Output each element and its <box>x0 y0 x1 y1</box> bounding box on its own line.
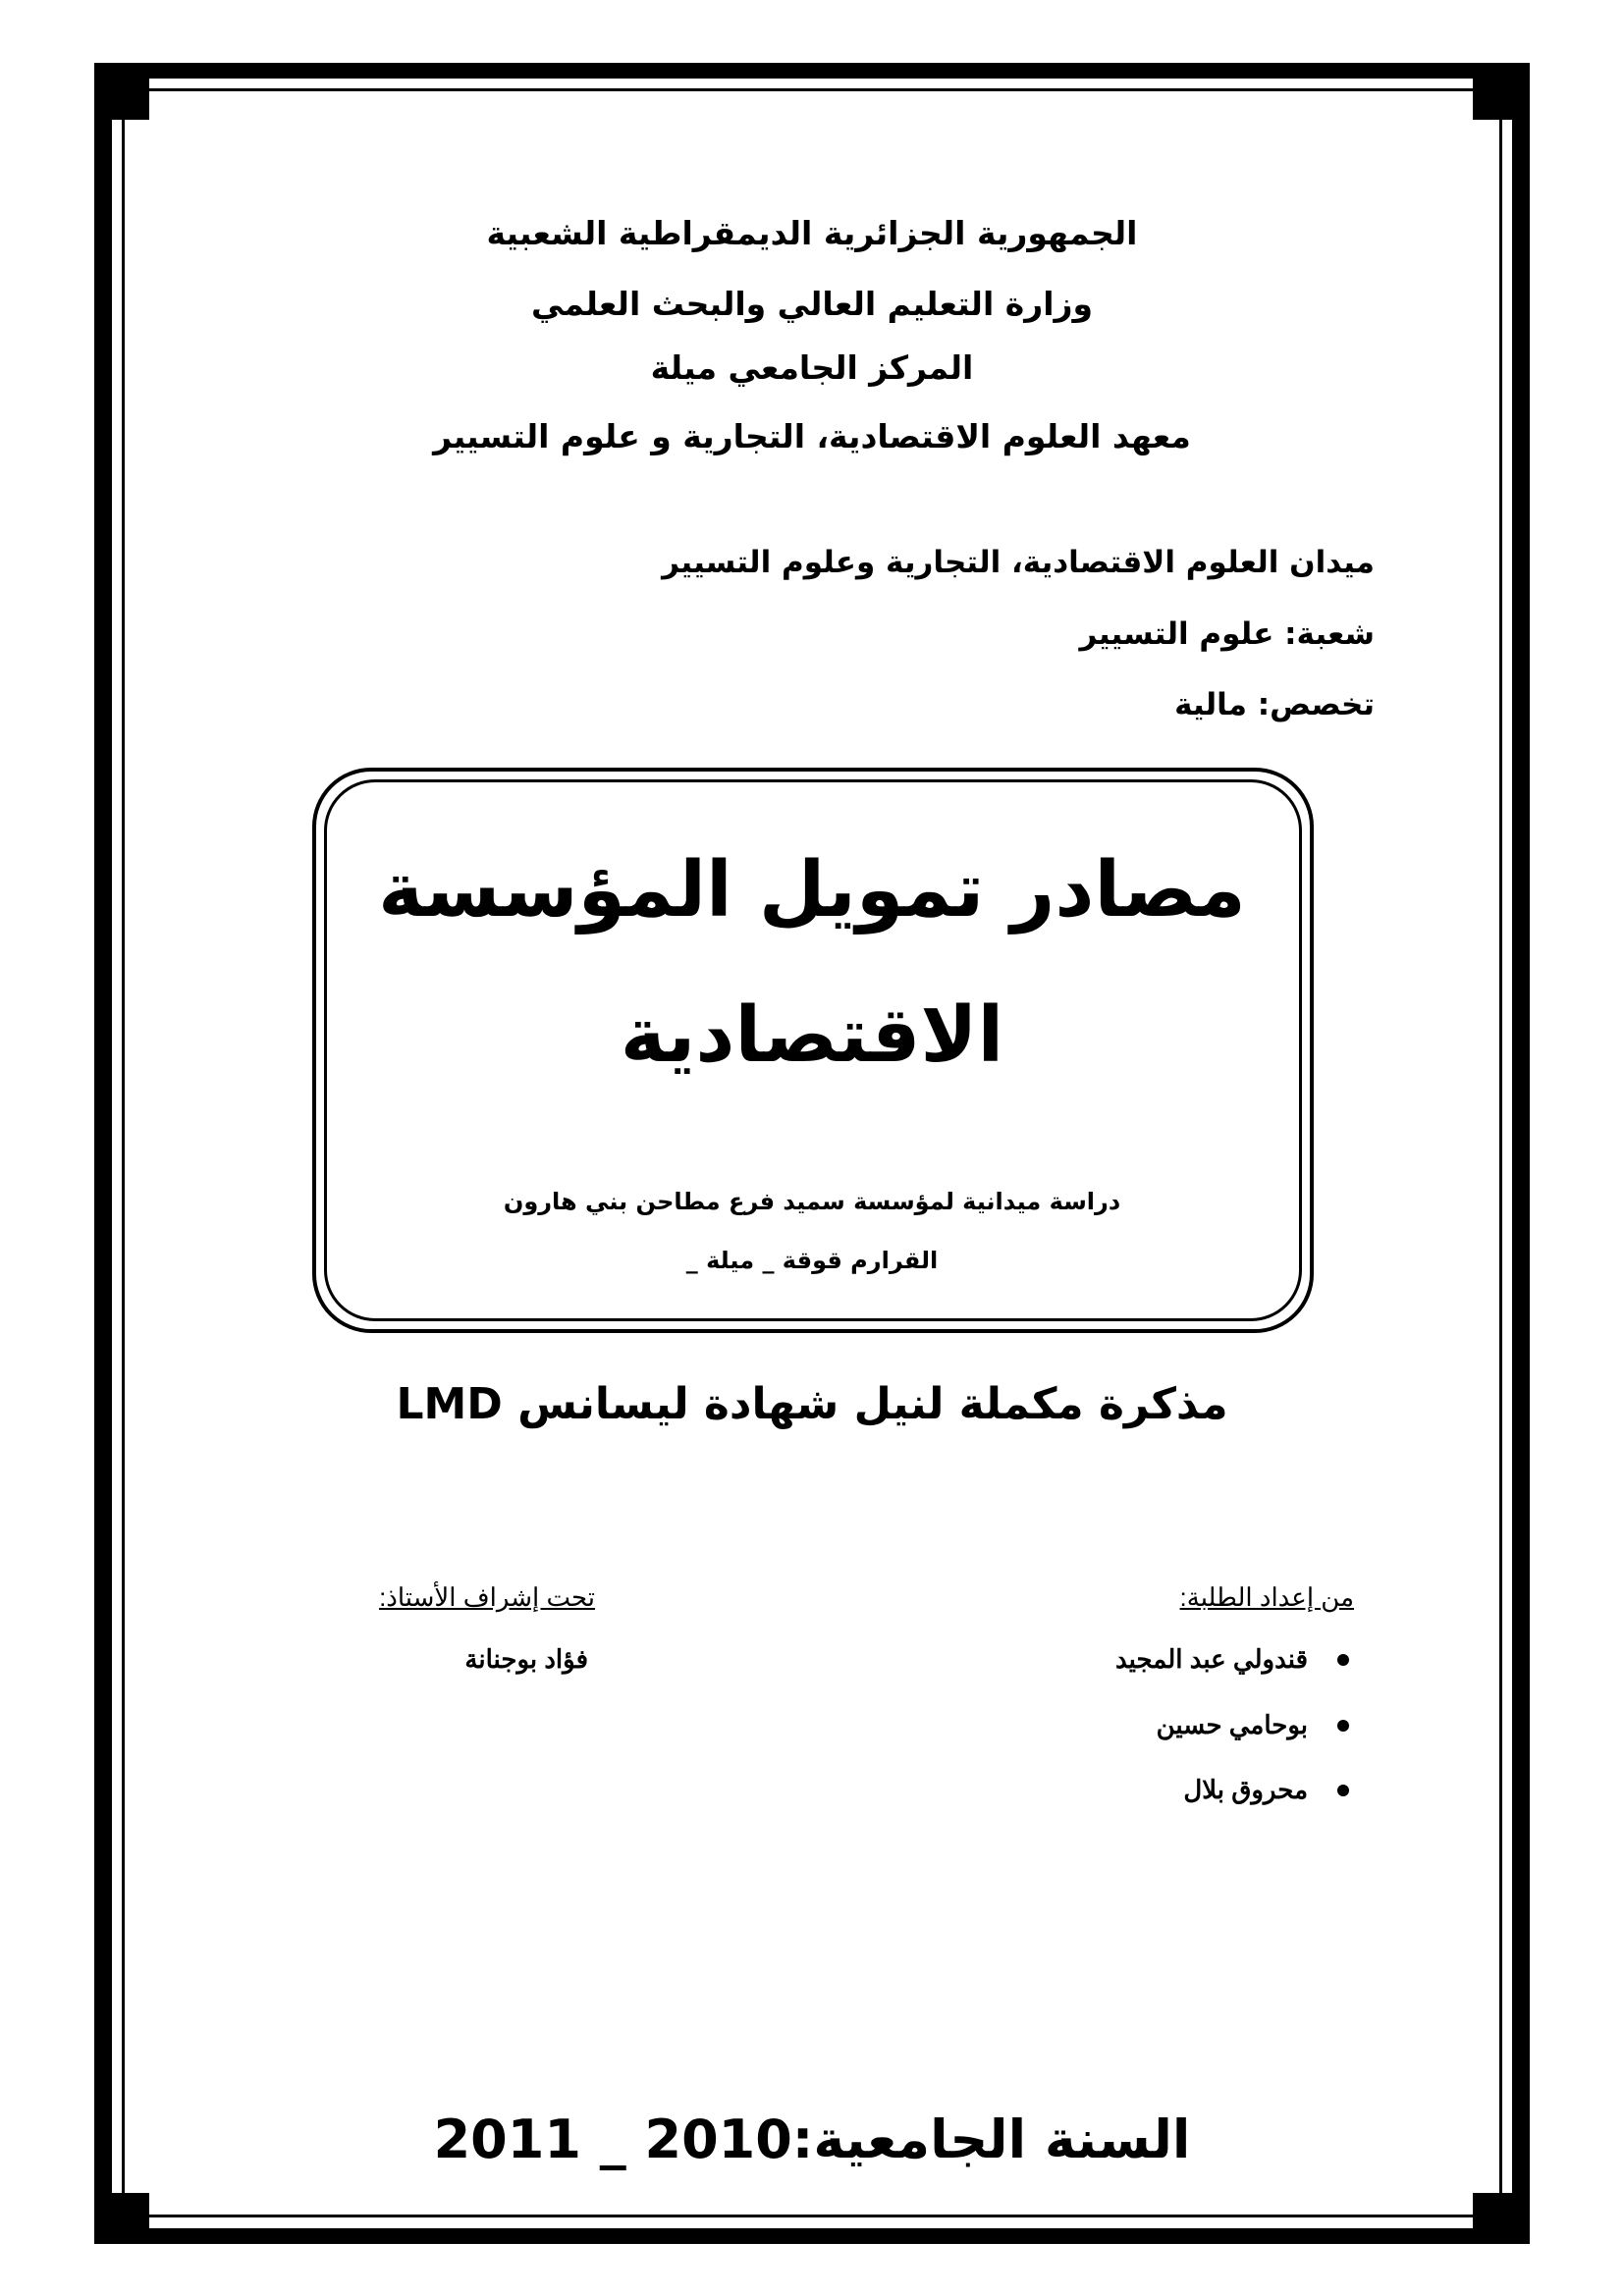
bullet-icon <box>1337 1785 1349 1796</box>
memo-title: مذكرة مكملة لنيل شهادة ليسانس LMD <box>396 1379 1228 1429</box>
header-institute: معهد العلوم الاقتصادية، التجارية و علوم التسيير <box>433 417 1191 455</box>
student-name: قندولي عبد المجيد <box>1115 1644 1308 1674</box>
supervisor-heading: تحت إشراف الأستاذ: <box>379 1582 595 1612</box>
branch-line: شعبة: علوم التسيير <box>1079 616 1375 652</box>
subtitle-line2: القرارم قوقة _ ميلة _ <box>685 1247 939 1274</box>
academic-year: السنة الجامعية:2010 _ 2011 <box>433 2109 1191 2170</box>
title-line1: مصادر تمويل المؤسسة <box>378 846 1246 934</box>
bullet-icon <box>1337 1720 1349 1732</box>
header-ministry: وزارة التعليم العالي والبحث العلمي <box>530 285 1094 323</box>
student-name: محروق بلال <box>1183 1775 1308 1804</box>
supervisor-name: فؤاد بوجنانة <box>464 1644 588 1674</box>
list-item <box>1183 1775 1349 1805</box>
student-name: بوحامي حسين <box>1156 1710 1308 1739</box>
header-republic: الجمهورية الجزائرية الديمقراطية الشعبية <box>486 214 1138 252</box>
specialty-line: تخصص: مالية <box>1174 687 1375 722</box>
header-university: المركز الجامعي ميلة <box>650 348 974 387</box>
field-line: ميدان العلوم الاقتصادية، التجارية وعلوم التسيير <box>662 545 1375 580</box>
title-line2: الاقتصادية <box>620 991 1004 1080</box>
list-item <box>1115 1644 1349 1675</box>
students-heading: من إعداد الطلبة: <box>1179 1582 1354 1612</box>
subtitle-line1: دراسة ميدانية لمؤسسة سميد فرع مطاحن بني هارون <box>503 1188 1121 1215</box>
list-item <box>1157 1710 1349 1740</box>
bullet-icon <box>1337 1654 1349 1666</box>
